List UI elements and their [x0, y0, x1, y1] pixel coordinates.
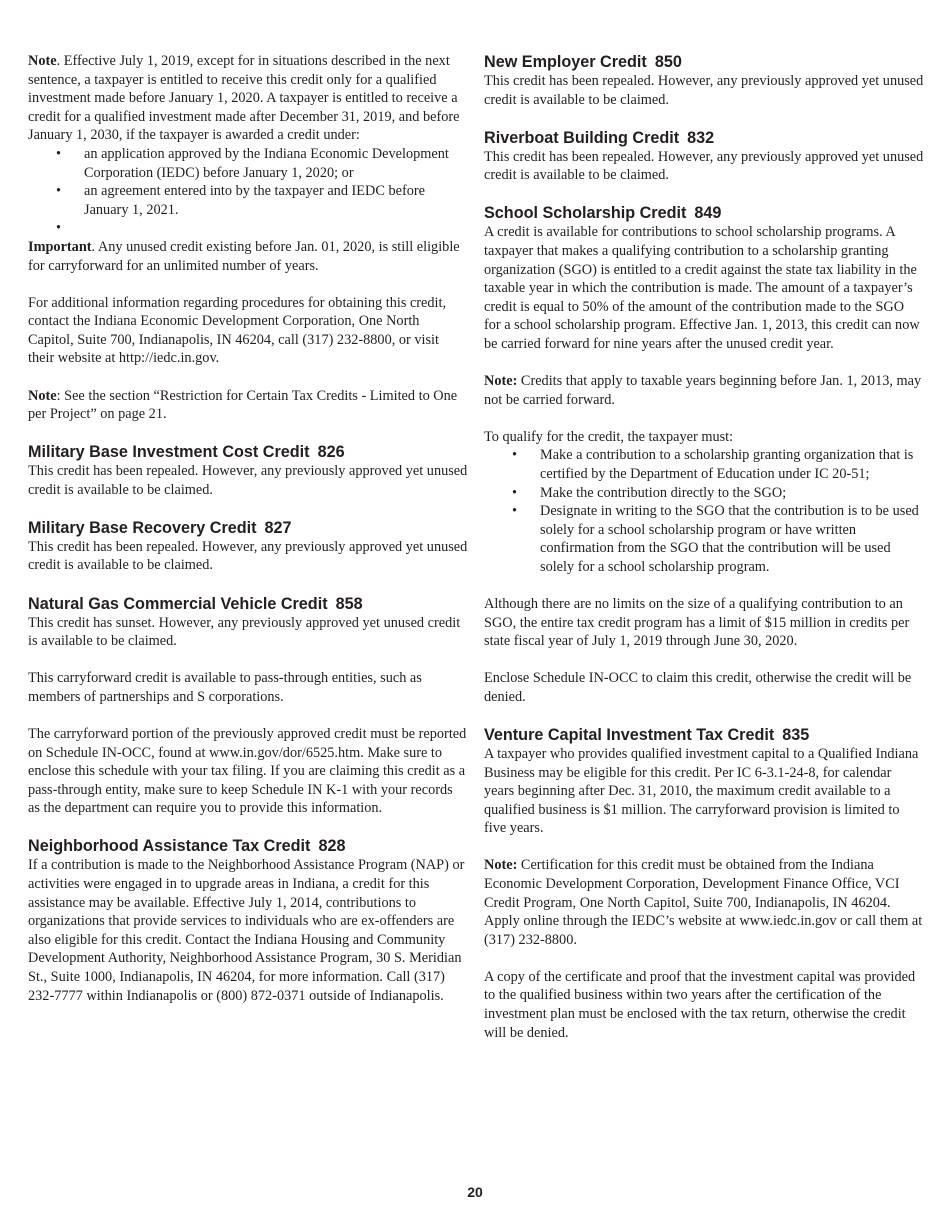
note-carryforward	[484, 372, 924, 409]
note-restriction	[28, 387, 468, 424]
section-text: Enclose Schedule IN-OCC to claim this credit, otherwise the credit will be denied.	[484, 670, 912, 705]
credit-code: 850	[654, 53, 682, 71]
section-text: This credit has been repealed. However, any previously approved yet unused credit is available to be claimed.	[484, 73, 924, 108]
section-heading: Riverboat Building Credit 832	[484, 128, 715, 147]
section-neighborhood-assistance	[28, 836, 468, 1005]
note-label: Note	[28, 387, 57, 404]
section-heading: Military Base Recovery Credit 827	[28, 518, 292, 537]
note-text: : See the section “Restriction for Certain Tax Credits - Limited to One per Project” on page 21.	[28, 387, 458, 423]
qualify-intro: To qualify for the credit, the taxpayer must:	[484, 428, 734, 445]
important-label: Important	[28, 238, 92, 255]
section-text: A copy of the certificate and proof that the investment capital was provided to the qualified business within two years after the certification of the investment plan must be enclosed with the tax return, otherwise the credit will be denied.	[484, 968, 916, 1041]
credit-award-list	[28, 145, 468, 238]
credit-code: 826	[317, 443, 345, 462]
section-heading: Natural Gas Commercial Vehicle Credit 858	[28, 594, 363, 613]
list-item: • Make a contribution to a scholarship granting organization that is certified by the Department of Education under IC 20-51;	[512, 447, 914, 482]
right-column	[484, 52, 924, 1061]
bullet-icon: •	[56, 220, 62, 237]
important-text: . Any unused credit existing before Jan. 01, 2020, is still eligible for carryforward for an unlimited number of years.	[28, 238, 460, 274]
note-text: Certification for this credit must be obtained from the Indiana Economic Development Corporation, Development Finance Office, VCI Credit Program, One North Capitol, Suite 700, Indianapolis, IN 46204. Apply online through the IEDC’s website at www.iedc.in.gov or call them at (317) 232-8800.	[484, 857, 923, 948]
section-text: This credit has sunset. However, any previously approved yet unused credit is available to be claimed.	[28, 614, 461, 650]
section-heading: Venture Capital Investment Tax Credit 835	[484, 725, 810, 744]
left-column	[28, 52, 468, 1024]
list-item: • Designate in writing to the SGO that the contribution is to be used solely for a school scholarship program or have written confirmation from the SGO that the contribution will be used solely for a school scholarship program.	[512, 503, 919, 575]
bullet-icon: •	[512, 503, 518, 520]
note-label: Note:	[484, 373, 518, 390]
note-label: Note:	[484, 857, 518, 874]
credit-code: 828	[318, 837, 346, 856]
section-text: Although there are no limits on the size of a qualifying contribution to an SGO, the entire tax credit program has a limit of $15 million in credits per state fiscal year of July 1, 2019 through June 30, 2020.	[484, 595, 910, 650]
list-item: • Make the contribution directly to the SGO;	[512, 484, 787, 501]
section-venture-capital	[484, 725, 924, 1042]
section-military-base-investment	[28, 442, 468, 499]
bullet-icon: •	[512, 484, 518, 501]
note-label: Note	[28, 53, 57, 69]
note-text: Credits that apply to taxable years beginning before Jan. 1, 2013, may not be carried forward.	[484, 373, 922, 408]
section-text: This credit has been repealed. However, any previously approved yet unused credit is available to be claimed.	[28, 463, 468, 498]
section-heading: Neighborhood Assistance Tax Credit 828	[28, 837, 346, 856]
section-text: This credit has been repealed. However, any previously approved yet unused credit is available to be claimed.	[28, 538, 468, 574]
section-text: If a contribution is made to the Neighborhood Assistance Program (NAP) or activities were engaged in to upgrade areas in Indiana, a credit for this assistance may be available. Effective July 1, 2014, contributions to organizations that provide services to individuals who are ex-offenders are also eligible for this credit. Contact the Indiana Housing and Community Development Authority, Neighborhood Assistance Program, 30 S. Meridian St., Suite 1000, Indianapolis, IN 46204, for more information. Call (317) 232-7777 within Indianapolis or (800) 872-0371 outside of Indianapolis.	[28, 857, 465, 1004]
note-certification	[484, 856, 924, 949]
bullet-icon: •	[512, 447, 518, 464]
note-text: . Effective July 1, 2019, except for in situations described in the next sentence, a taxpayer is entitled to receive this credit only for a qualified investment made before January 1, 2020. A taxpayer is entitled to receive a credit for a qualified investment made after December 31, 2019, and before January 1, 2030, if the taxpayer is awarded a credit under:	[28, 53, 460, 144]
bullet-icon: •	[56, 183, 62, 200]
note-effective-2019	[28, 52, 468, 145]
additional-info-paragraph: For additional information regarding procedures for obtaining this credit, contact the Indiana Economic Development Corporation, One North Capitol, Suite 700, Indianapolis, IN 46204, call (317) 232-8800, or visit their website at http://iedc.in.gov.	[28, 294, 447, 367]
section-new-employer	[484, 52, 924, 109]
section-school-scholarship	[484, 203, 924, 706]
section-text: This credit has been repealed. However, any previously approved yet unused credit is available to be claimed.	[484, 148, 924, 184]
section-heading: Military Base Investment Cost Credit 826	[28, 443, 345, 462]
bullet-icon: •	[56, 145, 62, 162]
page-number: 20	[467, 1184, 483, 1200]
list-item	[28, 219, 468, 238]
credit-code: 858	[335, 594, 363, 613]
credit-code: 832	[687, 128, 715, 147]
section-military-base-recovery	[28, 518, 468, 575]
list-item: • an agreement entered into by the taxpayer and IEDC before January 1, 2021.	[56, 183, 425, 218]
important-note	[28, 238, 468, 275]
section-text: This carryforward credit is available to pass-through entities, such as members of partnerships and S corporations.	[28, 670, 422, 705]
qualify-list	[484, 446, 924, 576]
section-riverboat-building	[484, 128, 924, 185]
section-text: A credit is available for contributions to school scholarship programs. A taxpayer that makes a qualifying contribution to a scholarship granting organization (SGO) is entitled to a credit against the state tax liability in the taxable year in which the contribution is made. The amount of a taxpayer’s credit is equal to 50% of the amount of the contribution made to the SGO for a school scholarship program. Effective Jan. 1, 2013, this credit can now be carried forward for nine years after the unused credit year.	[484, 224, 920, 352]
section-heading: New Employer Credit 850	[484, 53, 682, 71]
section-text: The carryforward portion of the previously approved credit must be reported on Schedule IN-OCC, found at www.in.gov/dor/6525.htm. Make sure to enclose this schedule with your tax filing. If you are claiming this credit as a pass-through entity, make sure to keep Schedule IN K-1 with your records as the department can require you to provide this information.	[28, 725, 467, 817]
credit-code: 849	[694, 204, 722, 223]
section-natural-gas-vehicle	[28, 594, 468, 818]
section-heading: School Scholarship Credit 849	[484, 204, 722, 223]
list-item: • an application approved by the Indiana Economic Development Corporation (IEDC) before January 1, 2020; or	[56, 145, 449, 181]
credit-code: 827	[264, 518, 292, 537]
section-text: A taxpayer who provides qualified investment capital to a Qualified Indiana Business may be eligible for this credit. Per IC 6-3.1-24-8, for calendar years beginning after Dec. 31, 2010, the maximum credit available to a qualified business is $1 million. The carryforward provision is limited to five years.	[484, 745, 919, 837]
credit-code: 835	[782, 725, 810, 744]
